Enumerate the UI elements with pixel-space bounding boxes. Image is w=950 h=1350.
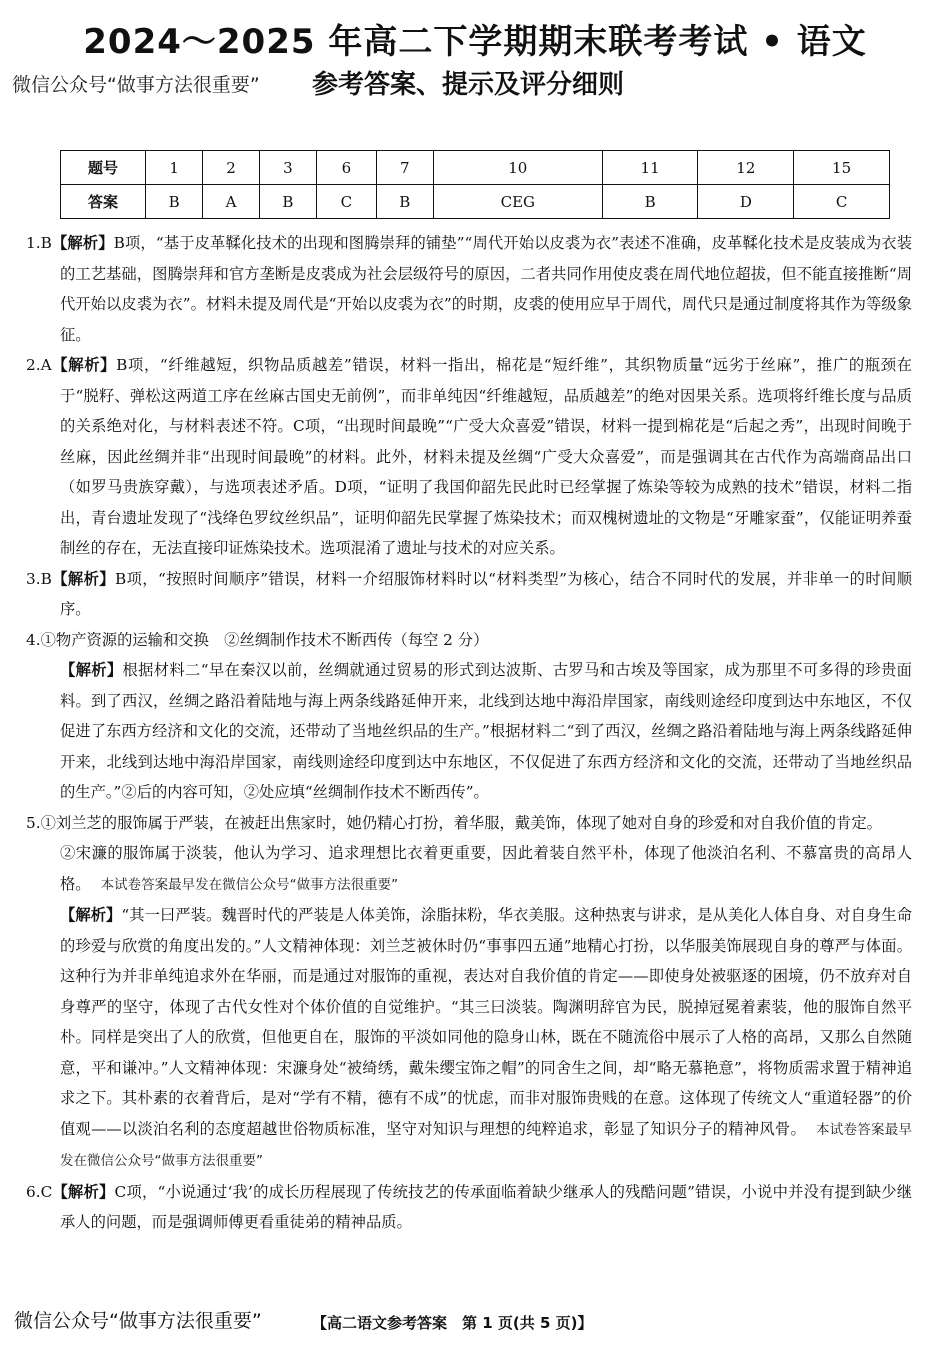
analysis-tag: 【解析】 [51, 356, 117, 374]
answer-row [61, 185, 890, 219]
analysis-text: B项，“按照时间顺序”错误，材料一介绍服饰材料时以“材料类型”为核心，结合不同时代的发展，并非单一的时间顺序。 [60, 569, 912, 618]
answer-cell: C [794, 185, 890, 219]
analysis-tag: 【解析】 [60, 661, 123, 679]
answer-number: 2.A [26, 356, 52, 374]
question-cell: 1 [146, 151, 203, 185]
answer-number: 1.B [26, 234, 52, 252]
answer-cell: C [317, 185, 376, 219]
question-cell: 6 [317, 151, 376, 185]
row-label-question: 题号 [61, 151, 146, 185]
watermark-note: 本试卷答案最早发在微信公众号“做事方法很重要” [100, 876, 399, 893]
answer-cell: CEG [433, 185, 602, 219]
item-q4-analysis [26, 655, 912, 808]
answer-text: ②宋濂的服饰属于淡装，他认为学习、追求理想比衣着更重要，因此着装自然平朴，体现了他淡泊名利、不慕富贵的高昂人格。 [60, 844, 912, 893]
question-cell: 11 [602, 151, 698, 185]
answer-cell: A [203, 185, 259, 219]
footer-wechat-note: 微信公众号“做事方法很重要” [14, 1310, 262, 1332]
analysis-tag: 【解析】 [60, 906, 122, 924]
explanations [26, 228, 912, 1238]
page-subtitle: 参考答案、提示及评分细则 [312, 70, 625, 100]
question-cell: 10 [433, 151, 602, 185]
item-q5-answer-2 [26, 838, 912, 900]
item-q6 [26, 1177, 912, 1238]
question-number-row [61, 151, 890, 185]
answer-cell: B [376, 185, 433, 219]
question-cell: 15 [794, 151, 890, 185]
analysis-tag: 【解析】 [51, 234, 114, 252]
answer-number: 6.C [26, 1182, 53, 1201]
item-q3 [26, 564, 912, 625]
answer-table [60, 150, 890, 219]
item-q4-answer: 4.①物产资源的运输和交换 ②丝绸制作技术不断西传（每空 2 分） [26, 630, 489, 649]
question-cell: 7 [376, 151, 433, 185]
answer-number: 3.B [26, 569, 52, 588]
wechat-note: 微信公众号“做事方法很重要” [12, 74, 260, 96]
answer-cell: B [146, 185, 203, 219]
analysis-text: B项，“纤维越短，织物品质越差”错误，材料一指出，棉花是“短纤维”，其织物质量“远劣于丝麻”，推广的瓶颈在于“脱籽、弹松这两道工序在丝麻古国史无前例”，而非单纯因“纤维越短，品质越差”的绝对因果关系。选项将纤维长度与品质的关系绝对化，与材料表述不符。C项，“出现时间最晚”“广受大众喜爱”错误，材料一提到棉花是“后起之秀”，出现时间晚于丝麻，因此丝绸并非“出现时间最晚”的材料。此外，材料未提及丝绸“广受大众喜爱”，而是强调其在古代作为高端商品出口（如罗马贵族穿戴），与选项表述矛盾。D项，“证明了我国仰韶先民此时已经掌握了炼染等较为成熟的技术”错误，材料二指出，青台遗址发现了“浅绛色罗纹丝织品”，证明仰韶先民掌握了炼染技术；而双槐树遗址的文物是“牙雕家蚕”，仅能证明养蚕制丝的存在，无法直接印证炼染技术。选项混淆了遗址与技术的对应关系。 [60, 356, 912, 557]
question-cell: 2 [203, 151, 259, 185]
answer-cell: B [602, 185, 698, 219]
item-q2 [26, 350, 912, 564]
item-q1 [26, 228, 912, 350]
question-cell: 3 [259, 151, 316, 185]
row-label-answer: 答案 [61, 185, 146, 219]
analysis-text: “其一曰严装。魏晋时代的严装是人体美饰，涂脂抹粉，华衣美服。这种热衷与讲求，是从美化人体自身、对自身生命的珍爱与欣赏的角度出发的。”人文精神体现：刘兰芝被休时仍“事事四五通”地精心打扮，以华服美饰展现自身的尊严与体面。这种行为并非单纯追求外在华丽，而是通过对服饰的重视，表达对自我价值的肯定——即使身处被驱逐的困境，仍不放弃对自身尊严的坚守，体现了古代女性对个体价值的自觉维护。“其三曰淡装。陶渊明辞官为民，脱掉冠冕着素装，他的服饰自然平朴。同样是突出了人的欣赏，但他更自在，服饰的平淡如同他的隐身山林，既在不随流俗中展示了人格的高昂，又那么自然随意，平和谦冲。”人文精神体现：宋濂身处“被绮绣，戴朱缨宝饰之帽”的同舍生之间，却“略无慕艳意”，将物质需求置于精神追求之下。其朴素的衣着背后，是对“学有不精，德有不成”的忧虑，而非对服饰贵贱的在意。这体现了传统文人“重道轻器”的价值观——以淡泊名利的态度超越世俗物质标准，坚守对知识与理想的纯粹追求，彰显了知识分子的精神风骨。 [60, 906, 912, 1138]
item-q5-analysis [26, 900, 912, 1177]
watermark-note: 本试卷答案最早发在微信公众号“做事方法很重要” [60, 1121, 912, 1169]
analysis-text: C项，“小说通过‘我’的成长历程展现了传统技艺的传承面临着缺少继承人的残酷问题”错误，小说中并没有提到缺少继承人的问题，而是强调师傅更看重徒弟的精神品质。 [60, 1182, 912, 1231]
analysis-text: B项，“基于皮革鞣化技术的出现和图腾崇拜的铺垫”“周代开始以皮裘为衣”表述不准确，皮革鞣化技术是皮装成为衣装的工艺基础，图腾崇拜和官方垄断是皮裘成为社会层级符号的原因，二者共同作用使皮裘在周代地位超拔，但不能直接推断“周代开始以皮裘为衣”。材料未提及周代是“开始以皮裘为衣”的时期，皮裘的使用应早于周代，周代只是通过制度将其作为等级象征。 [60, 234, 912, 344]
answer-cell: D [698, 185, 794, 219]
analysis-tag: 【解析】 [51, 569, 115, 588]
analysis-tag: 【解析】 [52, 1182, 115, 1201]
answer-cell: B [259, 185, 316, 219]
item-q5-answer-1: 5.①刘兰芝的服饰属于严装，在被赶出焦家时，她仍精心打扮，着华服，戴美饰，体现了她对自身的珍爱和对自我价值的肯定。 [26, 813, 882, 832]
page-title: 2024～2025 年高二下学期期末联考考试 • 语文 [83, 22, 867, 62]
footer-page-info: 【高二语文参考答案 第 1 页(共 5 页)】 [312, 1314, 593, 1332]
question-cell: 12 [698, 151, 794, 185]
analysis-text: 根据材料二“早在秦汉以前，丝绸就通过贸易的形式到达波斯、古罗马和古埃及等国家，成为那里不可多得的珍贵面料。到了西汉，丝绸之路沿着陆地与海上两条线路延伸开来，北线到达地中海沿岸国家，南线则途经印度到达中东地区，不仅促进了东西方经济和文化的交流，还带动了当地丝织品的生产。”根据材料二“到了西汉，丝绸之路沿着陆地与海上两条线路延伸开来，北线到达地中海沿岸国家，南线则途经印度到达中东地区，不仅促进了东西方经济和文化的交流，还带动了当地丝织品的生产。”②后的内容可知，②处应填“丝绸制作技术不断西传”。 [60, 661, 912, 801]
